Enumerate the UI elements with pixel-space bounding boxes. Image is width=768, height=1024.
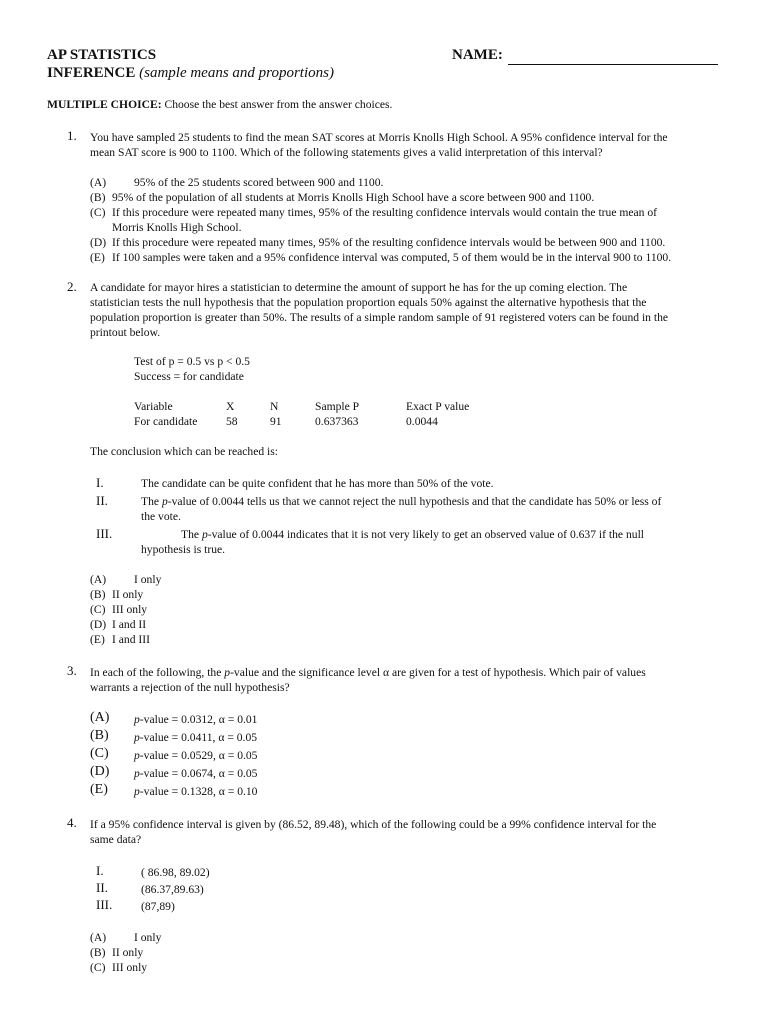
printout-header-variable: Variable bbox=[134, 400, 173, 413]
printout-cell-exact-p: 0.0044 bbox=[406, 415, 438, 428]
printout-header-sample-p: Sample P bbox=[315, 400, 360, 413]
q1-text-line2: mean SAT score is 900 to 1100. Which of the following statements gives a valid interpretation of this interval? bbox=[90, 146, 603, 159]
q3-number: 3. bbox=[67, 663, 77, 678]
q1-option-c-text: If this procedure were repeated many times, 95% of the resulting confidence intervals would contain the true mean of bbox=[112, 206, 658, 219]
instructions bbox=[47, 97, 392, 112]
q2-option-d-key: (D) bbox=[90, 618, 107, 631]
q1-number: 1. bbox=[67, 128, 77, 143]
q2-option-b bbox=[90, 587, 730, 602]
q2-roman-2-cont: the vote. bbox=[141, 510, 181, 523]
q1-option-e-text: If 100 samples were taken and a 95% confidence interval was computed, 5 of them would be in the interval 900 to 1100. bbox=[112, 251, 672, 264]
printout-cell-sample-p: 0.637363 bbox=[315, 415, 359, 428]
printout-test-line: Test of p = 0.5 vs p < 0.5 bbox=[134, 355, 250, 368]
q1-option-d-key: (D) bbox=[90, 236, 107, 249]
q1-option-a bbox=[90, 175, 730, 190]
q4-number: 4. bbox=[67, 815, 77, 830]
q2-option-c-text: III only bbox=[112, 603, 148, 616]
q1-option-c-cont: Morris Knolls High School. bbox=[112, 221, 242, 234]
printout-cell-variable: For candidate bbox=[134, 415, 198, 428]
q2-roman-1-key: I. bbox=[96, 475, 104, 490]
q4-roman-3-text: (87,89) bbox=[141, 900, 175, 913]
q3-option-b-text: p-value = 0.0411, α = 0.05 bbox=[134, 731, 258, 744]
printout-header-x: X bbox=[226, 400, 235, 413]
name-blank-line bbox=[508, 64, 718, 65]
q4-option-c-text: III only bbox=[112, 961, 148, 974]
q4-roman-2-text: (86.37,89.63) bbox=[141, 883, 204, 896]
q1-option-a-text: 95% of the 25 students scored between 900 and 1100. bbox=[134, 176, 384, 189]
q2-roman-2-key: II. bbox=[96, 493, 108, 508]
q4-roman-1-text: ( 86.98, 89.02) bbox=[141, 866, 210, 879]
course-title: AP STATISTICS bbox=[47, 47, 157, 63]
instructions-text: Choose the best answer from the answer choices. bbox=[164, 98, 393, 111]
q2-roman-3-key: III. bbox=[96, 526, 113, 541]
q2-roman-1-text: The candidate can be quite confident that he has more than 50% of the vote. bbox=[141, 477, 494, 490]
q2-option-a bbox=[90, 572, 730, 587]
q4-option-c bbox=[90, 960, 730, 975]
q1-option-d-text: If this procedure were repeated many times, 95% of the resulting confidence intervals would be between 900 and 1100. bbox=[112, 236, 666, 249]
q4-text-line2: same data? bbox=[90, 833, 142, 846]
q2-roman-2-text: The p-value of 0.0044 tells us that we cannot reject the null hypothesis and that the candidate has 50% or less of bbox=[141, 495, 662, 508]
q4-option-b-text: II only bbox=[112, 946, 144, 959]
q3-option-a-text: p-value = 0.0312, α = 0.01 bbox=[134, 713, 258, 726]
q2-option-d-text: I and II bbox=[112, 618, 147, 631]
q1-option-e bbox=[90, 250, 730, 265]
q2-option-e-key: (E) bbox=[90, 633, 105, 646]
q2-text-line4: printout below. bbox=[90, 326, 161, 339]
q2-number: 2. bbox=[67, 279, 77, 294]
q2-text-line2: statistician tests the null hypothesis that the population proportion equals 50% against the alternative hypothesis that the bbox=[90, 296, 647, 309]
printout-header-exact-p: Exact P value bbox=[406, 400, 470, 413]
q1-option-e-key: (E) bbox=[90, 251, 105, 264]
printout-header-n: N bbox=[270, 400, 279, 413]
q1-option-c-key: (C) bbox=[90, 206, 106, 219]
q2-conclusion-prompt: The conclusion which can be reached is: bbox=[90, 445, 279, 458]
instructions-label: MULTIPLE CHOICE: bbox=[47, 98, 162, 111]
q1-option-b-text: 95% of the population of all students at Morris Knolls High School have a score between 900 and 1100. bbox=[112, 191, 595, 204]
unit-title-bold: INFERENCE bbox=[47, 65, 136, 81]
q4-option-a-key: (A) bbox=[90, 931, 107, 944]
q3-text-line1: In each of the following, the p-value and the significance level α are given for a test of hypothesis. Which pair of values bbox=[90, 666, 646, 679]
q2-option-c bbox=[90, 602, 730, 617]
q3-option-a-key: (A) bbox=[90, 710, 110, 725]
q3-option-c-text: p-value = 0.0529, α = 0.05 bbox=[134, 749, 258, 762]
q1-option-a-key: (A) bbox=[90, 176, 107, 189]
q2-option-e-text: I and III bbox=[112, 633, 150, 646]
q2-option-d bbox=[90, 617, 730, 632]
q3-option-d-key: (D) bbox=[90, 764, 110, 779]
q2-option-b-text: II only bbox=[112, 588, 144, 601]
q2-option-a-key: (A) bbox=[90, 573, 107, 586]
q3-option-b-key: (B) bbox=[90, 728, 109, 743]
q4-option-c-key: (C) bbox=[90, 961, 106, 974]
q2-roman-3-cont: hypothesis is true. bbox=[141, 543, 226, 556]
q3-option-e-text: p-value = 0.1328, α = 0.10 bbox=[134, 785, 258, 798]
q3-text-line2: warrants a rejection of the null hypothesis? bbox=[90, 681, 290, 694]
q4-option-b-key: (B) bbox=[90, 946, 106, 959]
q4-text-line1: If a 95% confidence interval is given by (86.52, 89.48), which of the following could be a 99% confidence interval for the bbox=[90, 818, 657, 831]
q1-option-d bbox=[90, 235, 730, 250]
q4-roman-2-key: II. bbox=[96, 880, 108, 895]
printout-cell-n: 91 bbox=[270, 415, 282, 428]
q2-text-line1: A candidate for mayor hires a statistician to determine the amount of support he has for the up coming election. The bbox=[90, 281, 628, 294]
q4-roman-3-key: III. bbox=[96, 897, 113, 912]
q2-option-c-key: (C) bbox=[90, 603, 106, 616]
printout-cell-x: 58 bbox=[226, 415, 238, 428]
printout-success-line: Success = for candidate bbox=[134, 370, 244, 383]
q3-option-c-key: (C) bbox=[90, 746, 109, 761]
unit-title bbox=[47, 66, 334, 81]
q3-option-e-key: (E) bbox=[90, 782, 108, 797]
q4-roman-1-key: I. bbox=[96, 863, 104, 878]
q2-option-b-key: (B) bbox=[90, 588, 106, 601]
q2-option-e bbox=[90, 632, 730, 647]
q3-option-d-text: p-value = 0.0674, α = 0.05 bbox=[134, 767, 258, 780]
q1-option-b-key: (B) bbox=[90, 191, 106, 204]
q2-roman-3-text: The p-value of 0.0044 indicates that it is not very likely to get an observed value of 0.637 if the null bbox=[181, 528, 645, 541]
q4-option-b bbox=[90, 945, 730, 960]
q2-text-line3: population proportion is greater than 50%. The results of a simple random sample of 91 registered voters can be found in the bbox=[90, 311, 669, 324]
q2-option-a-text: I only bbox=[134, 573, 162, 586]
q4-option-a bbox=[90, 930, 730, 945]
name-label: NAME: bbox=[452, 47, 503, 63]
q1-option-b bbox=[90, 190, 730, 205]
unit-title-italic: (sample means and proportions) bbox=[139, 65, 334, 81]
q1-text-line1: You have sampled 25 students to find the mean SAT scores at Morris Knolls High School. A 95% confidence interval for the bbox=[90, 131, 668, 144]
q1-option-c bbox=[90, 205, 730, 220]
q4-option-a-text: I only bbox=[134, 931, 162, 944]
